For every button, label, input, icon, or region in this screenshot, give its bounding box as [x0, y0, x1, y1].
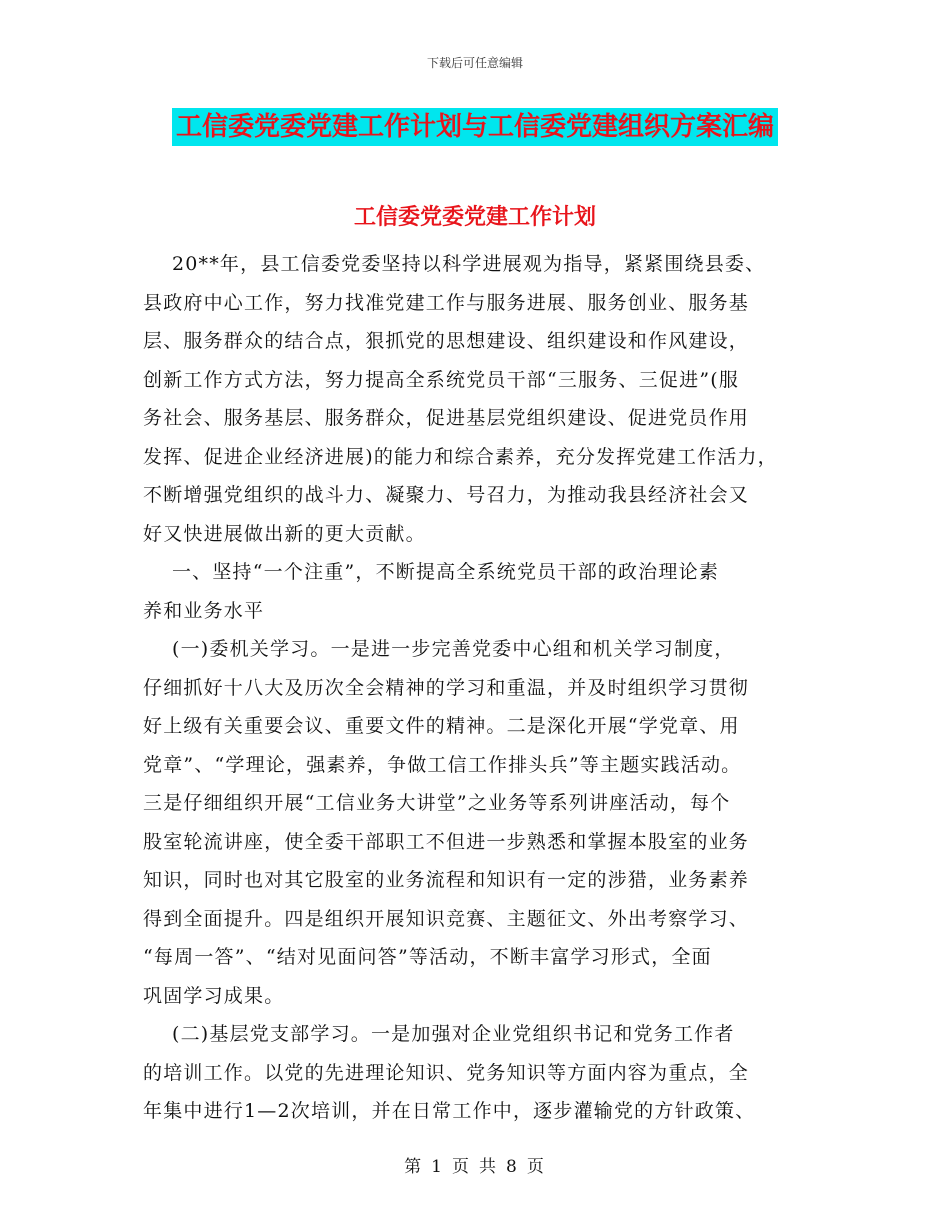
body-line: 党章”、“学理论，强素养，争做工信工作排头兵”等主题实践活动。	[143, 753, 742, 776]
body-line: 好又快进展做出新的更大贡献。	[143, 522, 426, 545]
main-title: 工信委党委党建工作计划与工信委党建组织方案汇编	[172, 108, 778, 146]
document-body	[143, 245, 823, 1131]
main-title-container	[0, 108, 950, 146]
header-note: 下载后可任意编辑	[426, 56, 523, 70]
body-line: 好上级有关重要会议、重要文件的精神。二是深化开展“学党章、用	[143, 715, 740, 737]
body-line: 三是仔细组织开展“工信业务大讲堂”之业务等系列讲座活动，每个	[143, 792, 731, 814]
body-line: 发挥、促进企业经济进展)的能力和综合素养，充分发挥党建工作活力，	[143, 445, 778, 468]
body-line: 20**年，县工信委党委坚持以科学进展观为指导，紧紧围绕县委、	[143, 253, 766, 275]
body-line: 巩固学习成果。	[143, 984, 285, 1007]
footer-total-pages: 8	[506, 1157, 519, 1177]
body-line: 的培训工作。以党的先进理论知识、党务知识等方面内容为重点，全	[143, 1061, 750, 1084]
body-line: 仔细抓好十八大及历次全会精神的学习和重温，并及时组织学习贯彻	[143, 676, 750, 699]
footer-page-number: 1	[431, 1157, 444, 1177]
footer-page-label: 页	[452, 1157, 471, 1177]
body-line: 一、坚持“一个注重”，不断提高全系统党员干部的政治理论素	[143, 561, 719, 583]
body-line: 层、服务群众的结合点，狠抓党的思想建设、组织建设和作风建设，	[143, 330, 750, 352]
footer-suffix: 页	[526, 1157, 546, 1177]
body-line: 务社会、服务基层、服务群众，促进基层党组织建设、促进党员作用	[143, 407, 750, 429]
body-line: 养和业务水平	[143, 599, 265, 622]
footer-prefix: 第	[404, 1157, 424, 1177]
section-title: 工信委党委党建工作计划	[353, 204, 596, 230]
body-line: 股室轮流讲座，使全委干部职工不但进一步熟悉和掌握本股室的业务	[143, 830, 750, 853]
body-line: 年集中进行1—2次培训，并在日常工作中，逐步灌输党的方针政策、	[143, 1100, 756, 1122]
body-line: (二)基层党支部学习。一是加强对企业党组织书记和党务工作者	[143, 1023, 735, 1045]
body-line: (一)委机关学习。一是进一步完善党委中心组和机关学习制度，	[143, 638, 735, 660]
body-line: 不断增强党组织的战斗力、凝聚力、号召力，为推动我县经济社会又	[143, 484, 750, 506]
body-line: 得到全面提升。四是组织开展知识竞赛、主题征文、外出考察学习、	[143, 907, 750, 930]
body-line: “每周一答”、“结对见面问答”等活动，不断丰富学习形式，全面	[143, 946, 712, 968]
page-footer	[0, 1152, 950, 1177]
body-line: 县政府中心工作，努力找准党建工作与服务进展、服务创业、服务基	[143, 291, 750, 314]
body-line: 知识，同时也对其它股室的业务流程和知识有一定的涉猎，业务素养	[143, 869, 750, 891]
body-line: 创新工作方式方法，努力提高全系统党员干部“三服务、三促进”(服	[143, 368, 740, 391]
footer-total-label: 共	[479, 1157, 498, 1177]
